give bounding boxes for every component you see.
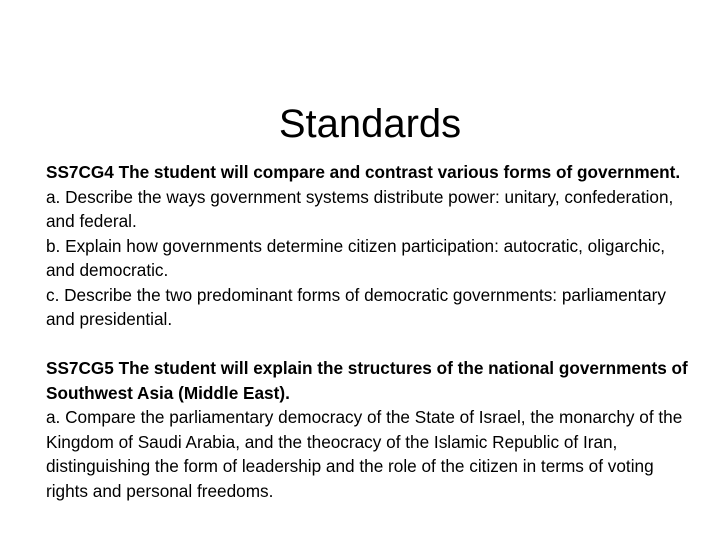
standard-block-ss7cg5 — [46, 356, 696, 503]
standard-item: c. Describe the two predominant forms of democratic governments: parliamentary and presidential. — [46, 284, 666, 329]
standard-item: b. Explain how governments determine citizen participation: autocratic, oligarchic, and democratic. — [46, 235, 666, 280]
slide-title: Standards — [278, 102, 462, 146]
standard-item: a. Describe the ways government systems distribute power: unitary, confederation, and federal. — [46, 186, 674, 231]
standard-heading: SS7CG5 The student will explain the structures of the national governments of Southwest Asia (Middle East). — [46, 358, 688, 403]
block-spacer — [46, 332, 696, 357]
standard-heading: SS7CG4 The student will compare and contrast various forms of government. — [46, 162, 681, 182]
standard-item: a. Compare the parliamentary democracy of the State of Israel, the monarchy of the Kingdom of Saudi Arabia, and the theocracy of the Islamic Republic of Iran, distinguishing the form of leadership and the role of the citizen in terms of voting rights and personal freedoms. — [46, 407, 683, 501]
standard-block-ss7cg4 — [46, 160, 696, 332]
slide-body — [46, 160, 696, 503]
